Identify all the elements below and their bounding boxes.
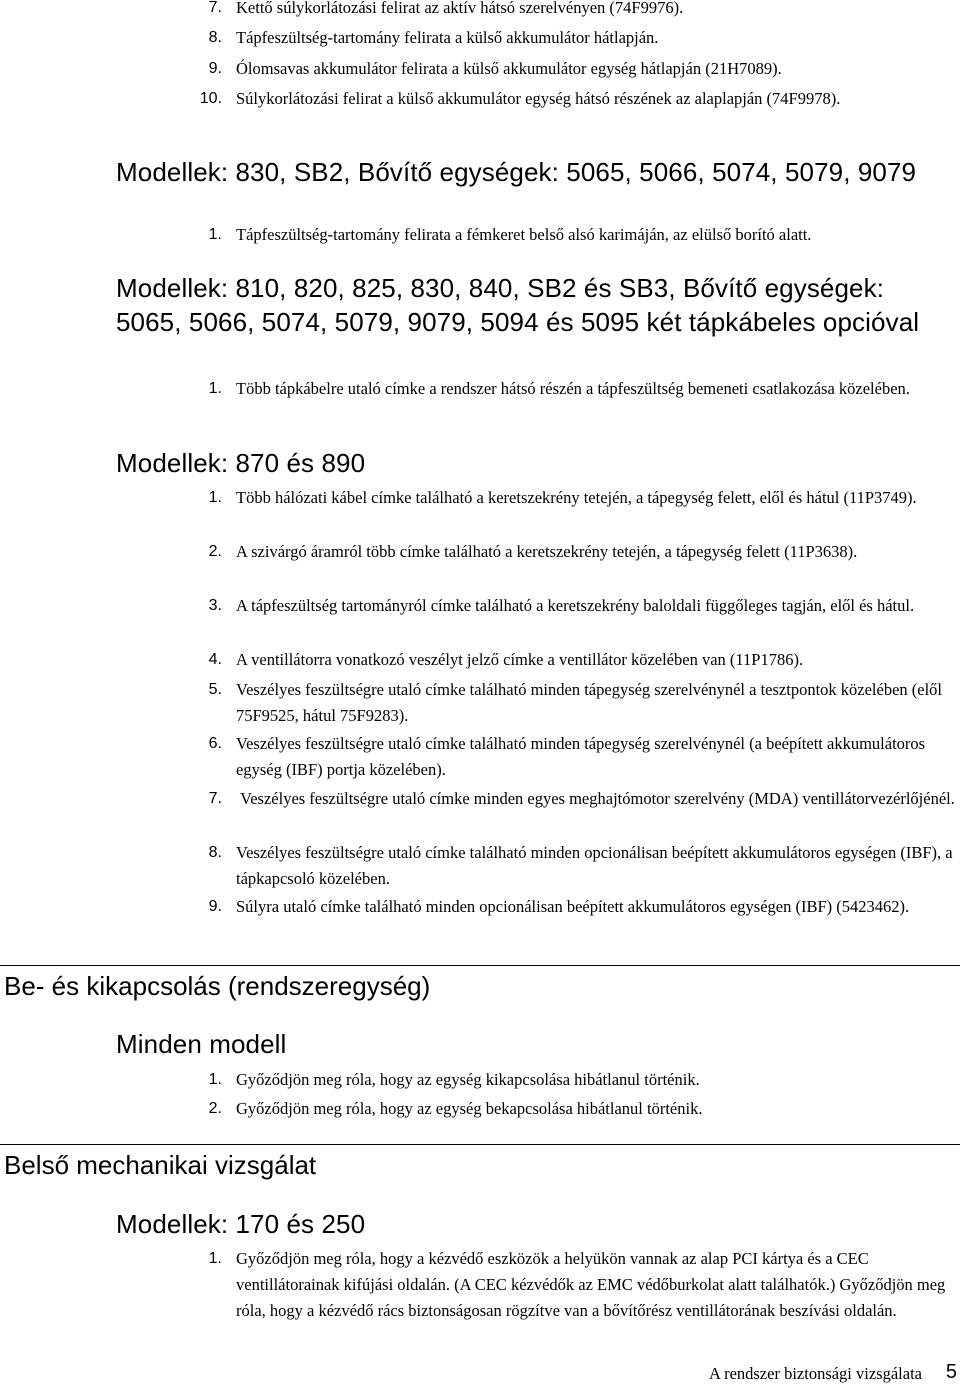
- list-item-text: Tápfeszültség-tartomány felirata a fémkeret belső alsó karimáján, az elülső borító alatt.: [236, 225, 812, 244]
- list-item-text: Veszélyes feszültségre utaló címke minden egyes meghajtómotor szerelvény (MDA) ventillátorvezérlőjénél.: [236, 789, 955, 808]
- list-item-number: 3.: [208, 597, 222, 614]
- list-item-text: Súlyra utaló címke található minden opcionálisan beépített akkumulátoros egységen (IBF) (5423462).: [236, 897, 910, 916]
- list-item-text: Tápfeszültség-tartomány felirata a külső akkumulátor hátlapján.: [236, 28, 659, 47]
- list-item-number: 9.: [208, 898, 222, 915]
- list-item-text: Győződjön meg róla, hogy az egység kikapcsolása hibátlanul történik.: [236, 1070, 700, 1089]
- list-item-number: 1.: [208, 489, 222, 506]
- list-item-number: 10.: [199, 90, 222, 107]
- section-heading: Modellek: 810, 820, 825, 830, 840, SB2 és SB3, Bővítő egységek: 5065, 5066, 5074, 5079, 9079, 5094 és 5095 két tápkábeles opcióval: [116, 273, 920, 337]
- list-item-text: Győződjön meg róla, hogy az egység bekapcsolása hibátlanul történik.: [236, 1099, 703, 1118]
- list-item-number: 2.: [208, 543, 222, 560]
- footer-section-title: A rendszer biztonsági vizsgálata: [708, 1364, 922, 1383]
- list-item-text: Több hálózati kábel címke található a keretszekrény tetején, a tápegység felett, elől és hátul (11P3749).: [236, 488, 917, 507]
- section-divider: [0, 1144, 960, 1145]
- list-item-text: Veszélyes feszültségre utaló címke található minden tápegység szerelvénynél a tesztpontok közelében (elől 75F9525, hátul 75F9283).: [236, 680, 943, 725]
- list-item-number: 7.: [208, 790, 222, 807]
- section-heading: Modellek: 170 és 250: [116, 1209, 366, 1239]
- list-item-text: A tápfeszültség tartományról címke található a keretszekrény baloldali függőleges tagján, elől és hátul.: [236, 596, 915, 615]
- list-item-number: 1.: [208, 226, 222, 243]
- list-item-number: 6.: [208, 735, 222, 752]
- list-item-text: A szivárgó áramról több címke található a keretszekrény tetején, a tápegység felett (11P3638).: [236, 542, 858, 561]
- list-item-number: 8.: [208, 29, 222, 46]
- section-divider: [0, 965, 960, 966]
- list-item-number: 1.: [208, 380, 222, 397]
- list-item-number: 7.: [208, 0, 222, 16]
- list-item-number: 1.: [208, 1071, 222, 1088]
- list-item-text: Veszélyes feszültségre utaló címke található minden opcionálisan beépített akkumulátoros egységen (IBF), a tápkapcsoló közelében.: [236, 843, 953, 888]
- list-item-text: Súlykorlátozási felirat a külső akkumulátor egység hátsó részének az alaplapján (74F9978).: [236, 89, 841, 108]
- list-item-text: Több tápkábelre utaló címke a rendszer hátsó részén a tápfeszültség bemeneti csatlakozása közelében.: [236, 379, 910, 398]
- list-item-text: Kettő súlykorlátozási felirat az aktív hátsó szerelvényen (74F9976).: [236, 0, 684, 17]
- section-title: Belső mechanikai vizsgálat: [4, 1150, 317, 1180]
- list-item-number: 4.: [208, 651, 222, 668]
- list-item-number: 9.: [208, 60, 222, 77]
- section-heading: Modellek: 870 és 890: [116, 448, 366, 478]
- list-item-text: A ventillátorra vonatkozó veszélyt jelző címke a ventillátor közelében van (11P1786).: [236, 650, 804, 669]
- list-item-text: Ólomsavas akkumulátor felirata a külső akkumulátor egység hátlapján (21H7089).: [236, 59, 782, 78]
- list-item-number: 1.: [208, 1250, 222, 1267]
- section-title: Be- és kikapcsolás (rendszeregység): [4, 971, 431, 1001]
- section-heading: Minden modell: [116, 1029, 287, 1059]
- section-heading: Modellek: 830, SB2, Bővítő egységek: 5065, 5066, 5074, 5079, 9079: [116, 157, 917, 187]
- page-number: 5: [945, 1361, 957, 1383]
- list-item-text: Győződjön meg róla, hogy a kézvédő eszközök a helyükön vannak az alap PCI kártya és a CEC ventillátorainak kifújási oldalán. (A CEC kézvédők az EMC védőburkolat alatt találhatók.) Győződjön meg róla, hogy a kézvédő rács biztonságosan rögzítve van a bővítőrész ventillátorának beszívási oldalán.: [236, 1249, 946, 1320]
- list-item-number: 8.: [208, 844, 222, 861]
- list-item-text: Veszélyes feszültségre utaló címke található minden tápegység szerelvénynél (a beépített akkumulátoros egység (IBF) portja közelében).: [236, 734, 926, 779]
- list-item-number: 2.: [208, 1100, 222, 1117]
- list-item-number: 5.: [208, 681, 222, 698]
